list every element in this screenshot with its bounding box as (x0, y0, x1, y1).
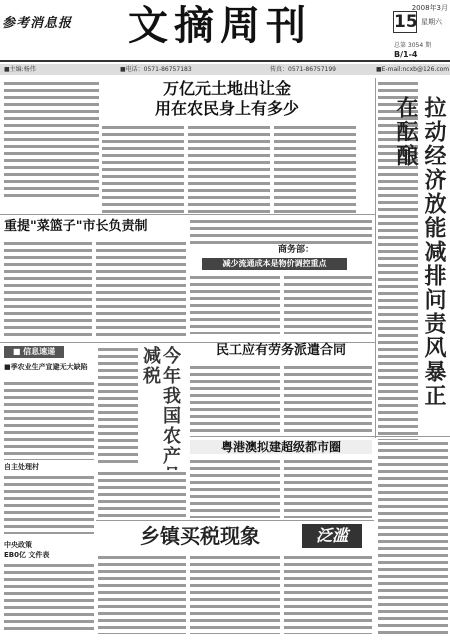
hkmacau-text-2 (284, 458, 372, 518)
commentary-vertical-title: 拉动经济放能减排问责风暴正在酝酿 (393, 96, 447, 408)
editor-label: ■主编:杨伟 (4, 66, 36, 73)
migrant-text-1 (190, 364, 280, 434)
central-doc-sub: EB0亿 文件表 (4, 551, 50, 559)
masthead-rule (0, 60, 450, 62)
prices-kicker: 商务部： (278, 245, 315, 255)
left-item-2-text (4, 474, 94, 534)
email-label: ■E-mail:ncxb@126.com (376, 66, 450, 73)
township-text-2 (190, 554, 280, 634)
info-section-tag: ■ 信息速递 (4, 346, 64, 358)
issue-date: 2008年3月 (411, 4, 448, 12)
land-headline-1: 万亿元土地出让金 (162, 79, 291, 98)
land-article-col-3 (274, 124, 356, 214)
land-headline-2: 用在农民身上有多少 (154, 99, 299, 118)
township-text-1 (98, 554, 186, 634)
issue-total: 总第 3054 期 (394, 42, 432, 49)
land-article-col-2 (188, 124, 270, 214)
info-bar (0, 64, 376, 75)
township-headline: 乡镇买税现象 (140, 524, 260, 548)
phone-label: ■电话：0571-86757183 (120, 66, 192, 73)
prices-text-1 (190, 274, 280, 334)
newspaper-brand: 参考消息报 (2, 16, 73, 31)
vegetable-headline: 重提"菜篮子"市长负责制 (4, 219, 148, 234)
land-article-col-1 (102, 124, 184, 214)
fax-label: 传真：0571-86757199 (270, 66, 336, 73)
masthead-title: 文摘周刊 (128, 2, 312, 49)
right-lower-text (378, 440, 448, 636)
migrant-headline: 民工应有劳务派遣合同 (215, 343, 346, 358)
prices-text-2 (284, 274, 372, 334)
issue-weekday: 星期六 (421, 18, 442, 26)
township-subheadline: 泛滥 (302, 524, 362, 548)
issue-pages: B/1-4 (394, 50, 418, 59)
column-divider (375, 78, 376, 438)
left-item-1-text (4, 380, 94, 460)
section-rule-3 (190, 436, 450, 437)
land-article-left-text (4, 80, 99, 200)
central-doc-text (4, 562, 94, 632)
tax-vertical-title: 今年我国农产品将减税 (140, 346, 181, 506)
vegetable-text-1 (4, 240, 92, 340)
central-doc-label: 中央政策 (4, 541, 32, 549)
left-item-1: ■季农业生产宣避无大缺陷 (4, 363, 88, 371)
tax-text-2 (98, 470, 186, 520)
hkmacau-text-1 (190, 458, 280, 518)
section-rule (0, 214, 375, 215)
left-item-2: 自主处理村 (4, 463, 39, 471)
vegetable-text-2 (96, 240, 186, 340)
hkmacau-headline: 粤港澳拟建超级都市圈 (220, 440, 341, 454)
migrant-text-2 (284, 364, 372, 434)
township-text-3 (284, 554, 372, 634)
issue-number: 15 (394, 12, 418, 32)
section-rule-4 (96, 520, 374, 521)
tax-text-1 (98, 346, 138, 466)
prices-headline: 减少流通成本是物价调控重点 (202, 258, 347, 270)
